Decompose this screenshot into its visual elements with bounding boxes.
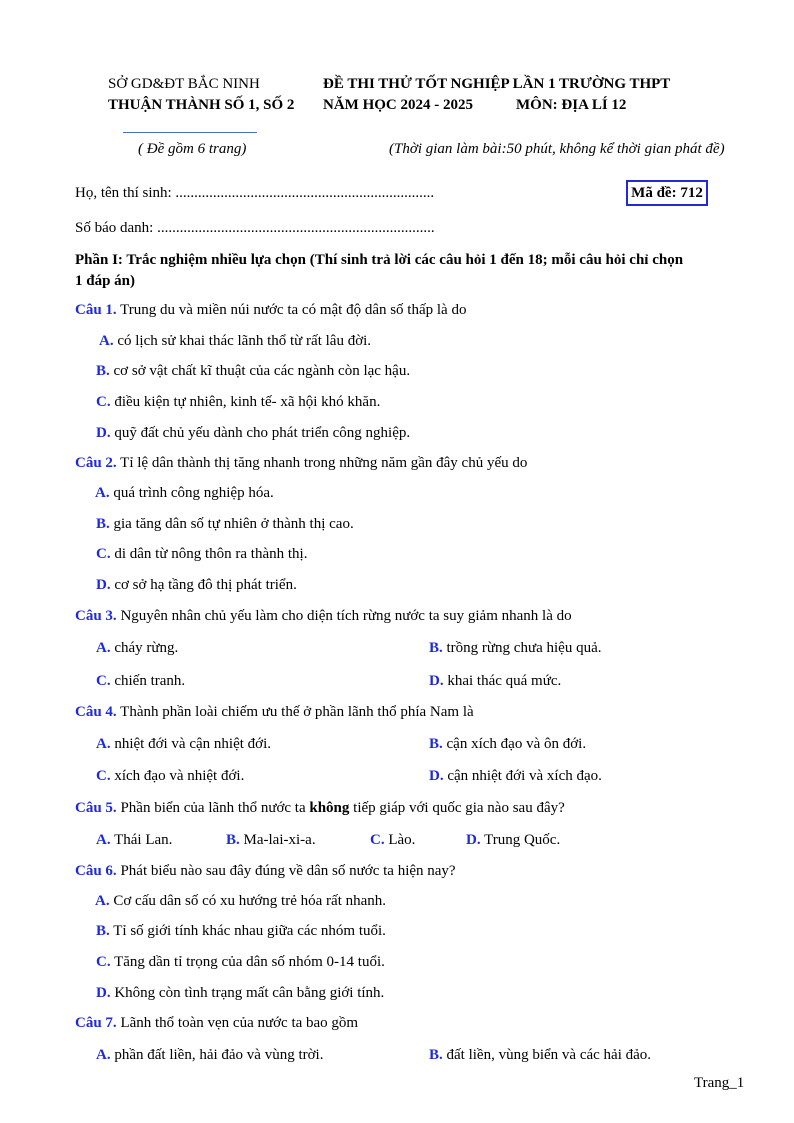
option-4d: [429, 767, 602, 785]
option-label: C.: [96, 768, 111, 784]
option-text: di dân từ nông thôn ra thành thị.: [114, 546, 308, 562]
time-note: (Thời gian làm bài:50 phút, không kể thời gian phát đề): [389, 141, 725, 157]
header-divider: [123, 132, 257, 133]
school-year: NĂM HỌC 2024 - 2025: [323, 97, 473, 113]
question-label: Câu 6.: [75, 863, 117, 879]
option-text: quá trình công nghiệp hóa.: [113, 485, 274, 501]
option-label: A.: [96, 736, 111, 752]
option-text: xích đạo và nhiệt đới.: [114, 768, 245, 784]
option-4b: [429, 735, 586, 753]
option-text: cận nhiệt đới và xích đạo.: [447, 768, 602, 784]
option-label: A.: [95, 485, 110, 501]
option-text: quỹ đất chủ yếu dành cho phát triển công nghiệp.: [114, 425, 411, 441]
option-1d: [96, 424, 410, 442]
question-label: Câu 4.: [75, 704, 117, 720]
option-label: A.: [96, 1047, 111, 1063]
option-text: cơ sở hạ tầng đô thị phát triển.: [114, 577, 297, 593]
option-label: C.: [96, 394, 111, 410]
option-label: B.: [96, 363, 110, 379]
option-label: D.: [429, 673, 444, 689]
option-label: B.: [429, 1047, 443, 1063]
option-label: D.: [96, 577, 111, 593]
option-text: đất liền, vùng biển và các hải đảo.: [446, 1047, 652, 1063]
question-5: [75, 799, 565, 817]
option-text: gia tăng dân số tự nhiên ở thành thị cao.: [113, 516, 354, 532]
option-6d: [96, 984, 384, 1002]
question-4: [75, 703, 474, 721]
option-text: nhiệt đới và cận nhiệt đới.: [114, 736, 272, 752]
page-number: Trang_1: [694, 1075, 745, 1091]
option-label: A.: [96, 832, 111, 848]
option-label: D.: [96, 425, 111, 441]
option-1a: [99, 332, 371, 350]
option-3a: [96, 639, 178, 657]
option-1b: [96, 362, 410, 380]
option-text: Ma-lai-xi-a.: [243, 832, 316, 848]
option-text: Cơ cấu dân số có xu hướng trẻ hóa rất nhanh.: [113, 893, 387, 909]
option-text: khai thác quá mức.: [447, 673, 562, 689]
option-label: D.: [466, 832, 481, 848]
question-label: Câu 1.: [75, 302, 117, 318]
option-2a: [95, 484, 274, 502]
question-label: Câu 5.: [75, 800, 117, 816]
option-text: cháy rừng.: [114, 640, 179, 656]
option-6a: [95, 892, 386, 910]
exam-code-box: Mã đề: 712: [626, 180, 708, 206]
question-label: Câu 7.: [75, 1015, 117, 1031]
question-emphasis: không: [309, 800, 350, 816]
option-label: B.: [429, 640, 443, 656]
question-text: Lãnh thổ toàn vẹn của nước ta bao gồm: [120, 1015, 359, 1031]
option-6c: [96, 953, 385, 971]
option-label: B.: [226, 832, 240, 848]
option-3c: [96, 672, 185, 690]
question-text: Phát biểu nào sau đây đúng về dân số nước ta hiện nay?: [120, 863, 456, 879]
option-text: Trung Quốc.: [484, 832, 561, 848]
student-name-line: Họ, tên thí sinh: .....................................................................: [75, 185, 435, 201]
option-label: C.: [96, 673, 111, 689]
option-2b: [96, 515, 354, 533]
option-label: C.: [96, 546, 111, 562]
question-text: Phần biển của lãnh thổ nước ta: [120, 800, 306, 816]
option-5b: [226, 831, 316, 849]
question-label: Câu 2.: [75, 455, 117, 471]
question-text-cont: tiếp giáp với quốc gia nào sau đây?: [353, 800, 565, 816]
part-title: Phần I: Trắc nghiệm nhiều lựa chọn (Thí sinh trả lời các câu hỏi 1 đến 18; mỗi câu hỏi chỉ chọn: [75, 252, 684, 268]
option-text: Không còn tình trạng mất cân bằng giới tính.: [114, 985, 385, 1001]
option-text: Tỉ số giới tính khác nhau giữa các nhóm tuổi.: [113, 923, 386, 939]
option-5d: [466, 831, 560, 849]
question-3: [75, 607, 572, 625]
question-label: Câu 3.: [75, 608, 117, 624]
option-label: C.: [370, 832, 385, 848]
subject: MÔN: ĐỊA LÍ 12: [516, 97, 627, 113]
option-text: trồng rừng chưa hiệu quả.: [446, 640, 602, 656]
question-text: Nguyên nhân chủ yếu làm cho diện tích rừng nước ta suy giảm nhanh là do: [120, 608, 572, 624]
option-3b: [429, 639, 601, 657]
option-text: phần đất liền, hải đảo và vùng trời.: [114, 1047, 324, 1063]
option-text: có lịch sử khai thác lãnh thổ từ rất lâu đời.: [117, 333, 372, 349]
option-label: B.: [429, 736, 443, 752]
option-2d: [96, 576, 297, 594]
option-3d: [429, 672, 561, 690]
question-text: Thành phần loài chiếm ưu thế ở phần lãnh thổ phía Nam là: [120, 704, 474, 720]
part-title-cont: 1 đáp án): [75, 273, 136, 289]
option-7a: [96, 1046, 323, 1064]
option-text: Thái Lan.: [114, 832, 173, 848]
exam-title: ĐỀ THI THỬ TỐT NGHIỆP LẦN 1 TRƯỜNG THPT: [323, 76, 671, 92]
option-1c: [96, 393, 380, 411]
question-1: [75, 301, 466, 319]
question-6: [75, 862, 456, 880]
option-text: điều kiện tự nhiên, kinh tế- xã hội khó khăn.: [114, 394, 381, 410]
option-label: A.: [95, 893, 110, 909]
option-5a: [96, 831, 172, 849]
option-text: cận xích đạo và ôn đới.: [446, 736, 587, 752]
question-7: [75, 1014, 358, 1032]
option-7b: [429, 1046, 651, 1064]
option-text: Tăng dần tỉ trọng của dân số nhóm 0-14 tuổi.: [114, 954, 385, 970]
department-name: SỞ GD&ĐT BẮC NINH: [108, 76, 260, 92]
option-text: cơ sở vật chất kĩ thuật của các ngành còn lạc hậu.: [113, 363, 411, 379]
question-text: Tỉ lệ dân thành thị tăng nhanh trong những năm gần đây chủ yếu do: [120, 455, 528, 471]
option-label: D.: [96, 985, 111, 1001]
option-label: D.: [429, 768, 444, 784]
option-text: chiến tranh.: [114, 673, 186, 689]
option-label: A.: [99, 333, 114, 349]
option-2c: [96, 545, 307, 563]
option-text: Lào.: [388, 832, 416, 848]
page-count-note: ( Đề gồm 6 trang): [138, 141, 247, 157]
option-6b: [96, 922, 386, 940]
option-4a: [96, 735, 271, 753]
option-label: B.: [96, 516, 110, 532]
option-label: A.: [96, 640, 111, 656]
question-text: Trung du và miền núi nước ta có mật độ dân số thấp là do: [120, 302, 467, 318]
option-5c: [370, 831, 415, 849]
student-id-line: Số báo danh: ..........................................................................: [75, 220, 435, 236]
school-name: THUẬN THÀNH SỐ 1, SỐ 2: [108, 97, 295, 113]
option-4c: [96, 767, 244, 785]
option-label: C.: [96, 954, 111, 970]
question-2: [75, 454, 527, 472]
option-label: B.: [96, 923, 110, 939]
